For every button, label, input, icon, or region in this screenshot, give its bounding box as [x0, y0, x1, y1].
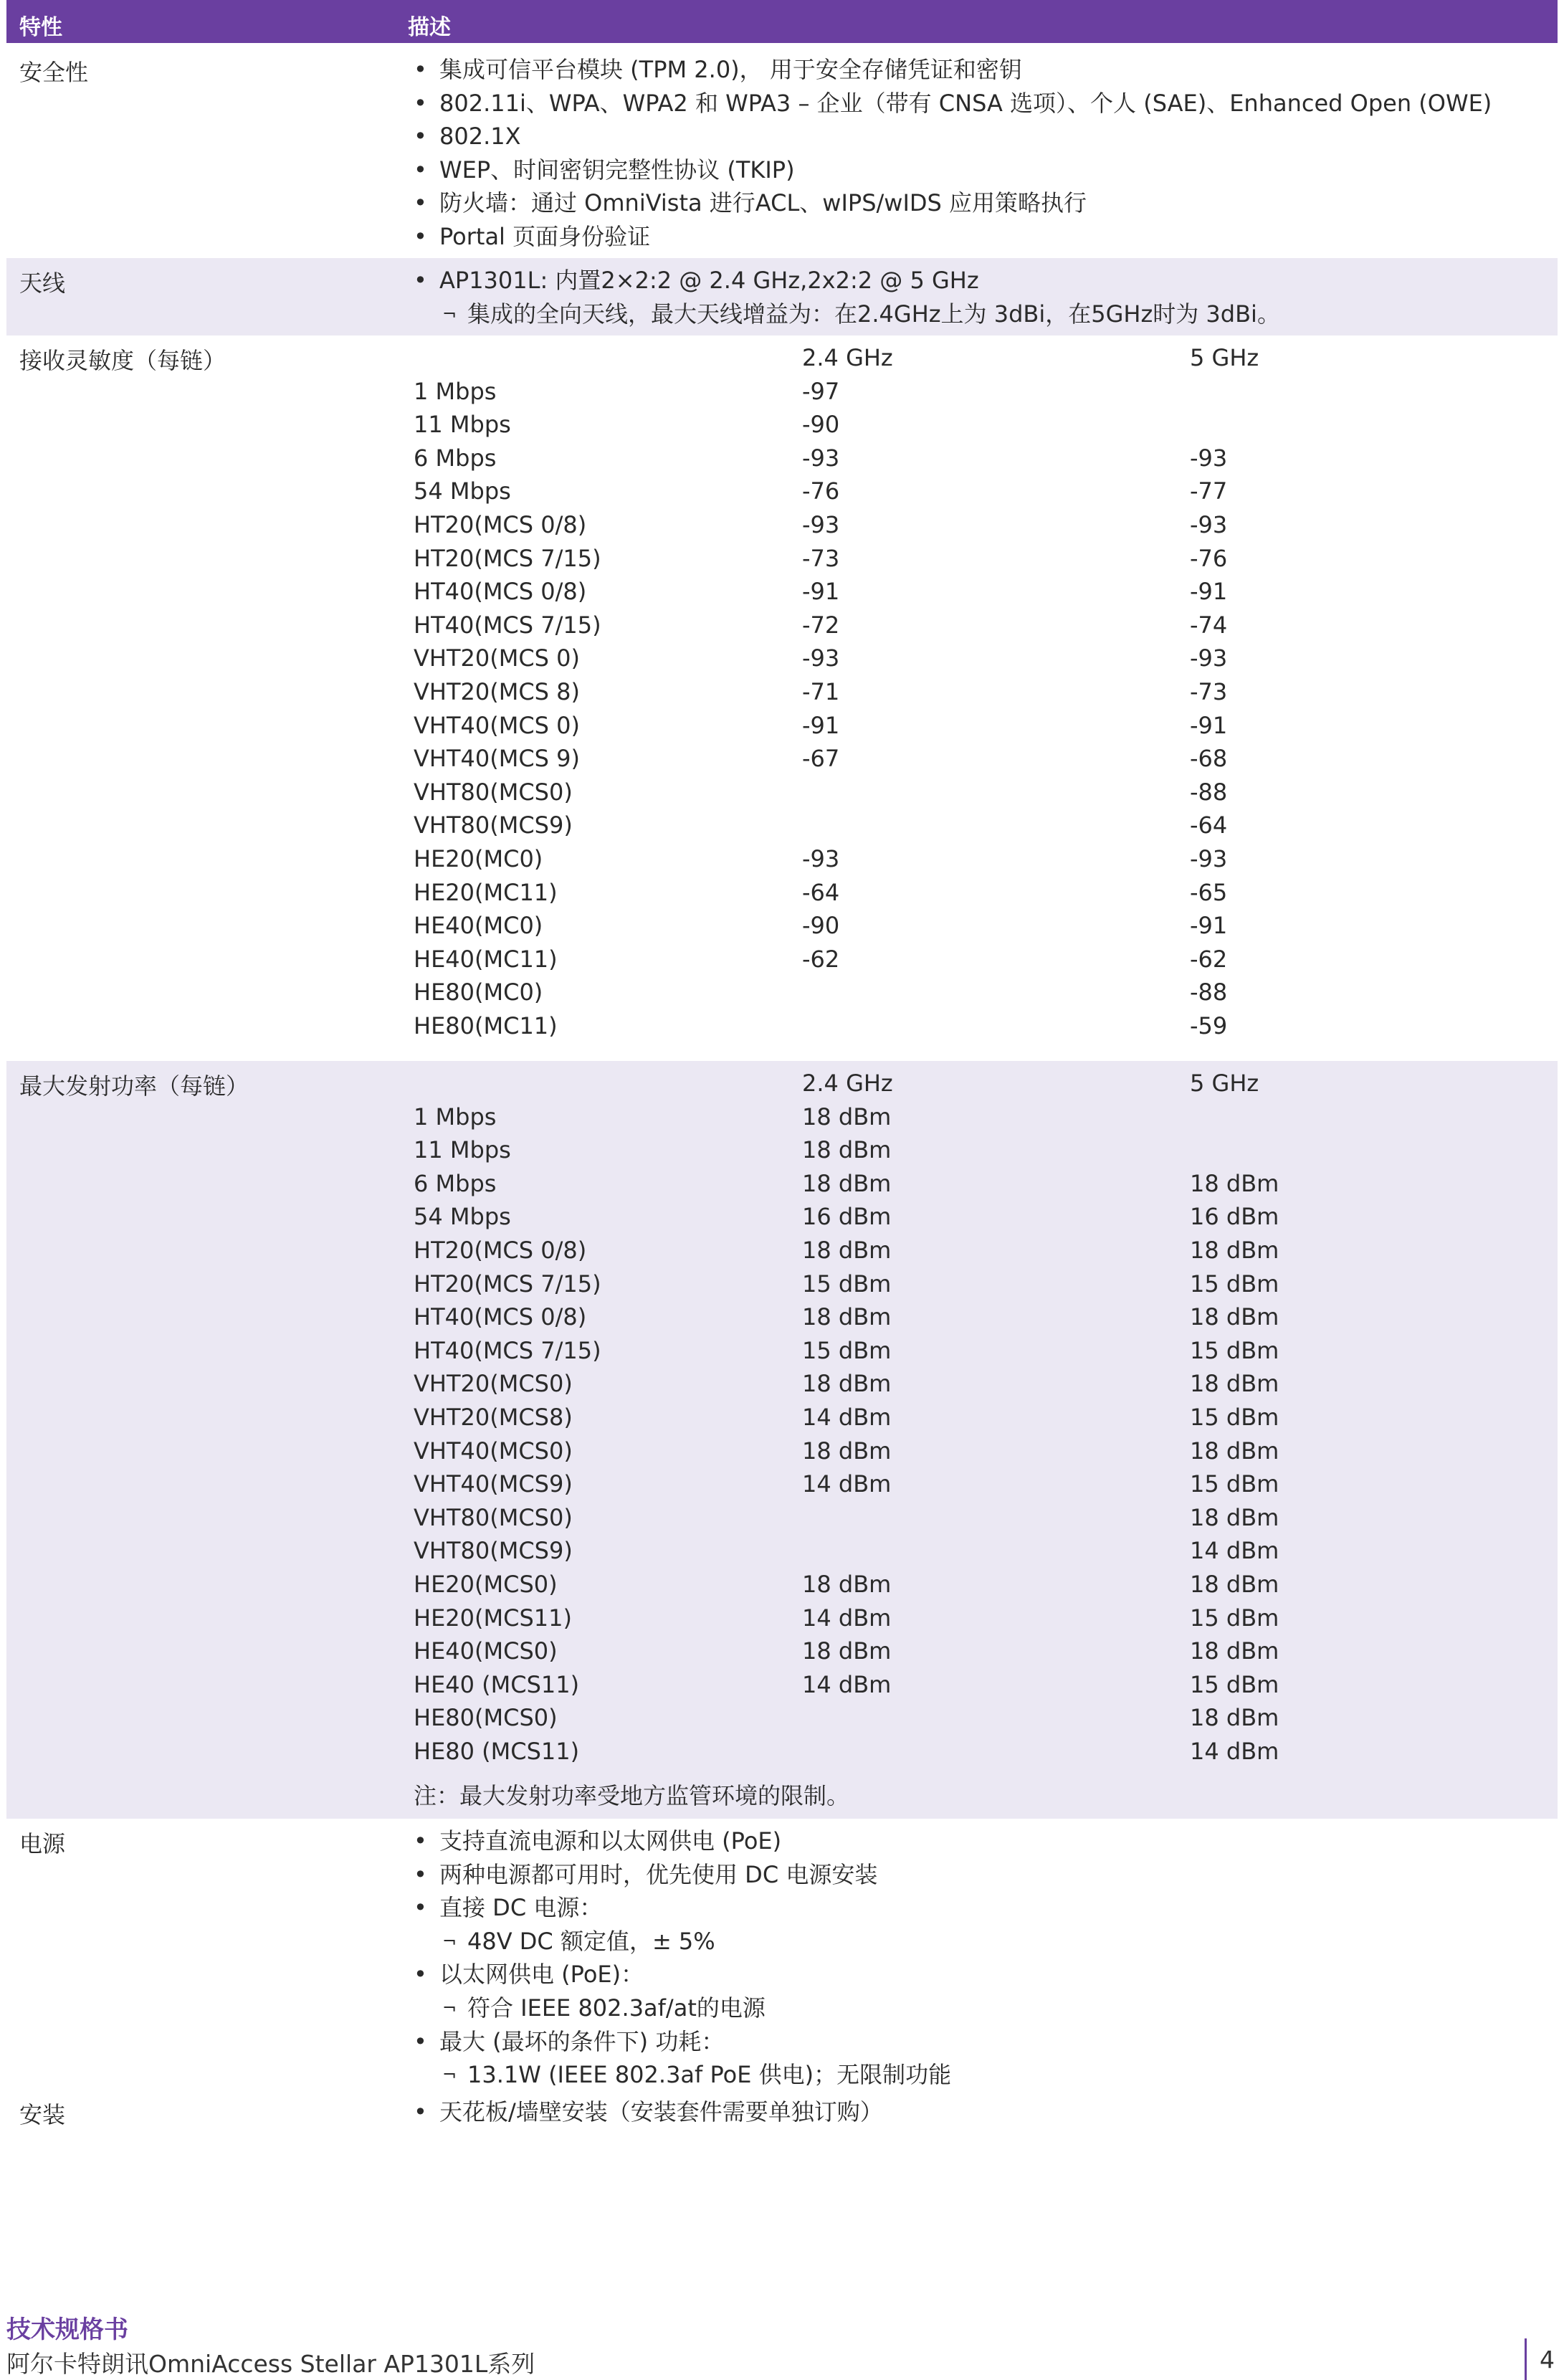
table-cell-5ghz: 15 dBm	[1190, 1604, 1279, 1632]
table-cell-5ghz: -62	[1190, 945, 1228, 973]
bullet: •	[414, 267, 427, 294]
table-cell-mode: 54 Mbps	[414, 477, 511, 505]
table-cell-mode: 11 Mbps	[414, 411, 511, 439]
table-cell-2-4ghz: 18 dBm	[802, 1136, 892, 1164]
table-cell-5ghz: 18 dBm	[1190, 1236, 1279, 1264]
footer-doc-type: 技术规格书	[6, 2315, 128, 2344]
table-cell-2-4ghz: 18 dBm	[802, 1370, 892, 1398]
bullet: •	[414, 2098, 427, 2126]
table-row	[408, 508, 1548, 542]
table-cell-5ghz: -77	[1190, 477, 1228, 505]
table-cell-2-4ghz: 14 dBm	[802, 1670, 892, 1698]
table-cell-mode: VHT40(MCS0)	[414, 1437, 573, 1465]
table-row	[408, 742, 1548, 776]
bullet: •	[414, 123, 427, 151]
table-cell-2-4ghz: -91	[802, 711, 840, 739]
table-cell-2-4ghz: 14 dBm	[802, 1604, 892, 1632]
col-5ghz: 5 GHz	[1190, 344, 1259, 371]
table-row	[408, 542, 1548, 576]
header-description: 描述	[408, 15, 451, 40]
table-row	[408, 609, 1548, 642]
install-list	[408, 2095, 1548, 2129]
table-cell-2-4ghz: 15 dBm	[802, 1270, 892, 1298]
table-cell-5ghz: 18 dBm	[1190, 1370, 1279, 1398]
table-cell-mode: HE40(MC11)	[414, 945, 558, 973]
bullet: •	[414, 222, 427, 250]
bullet: •	[414, 189, 427, 217]
section-security	[6, 43, 1558, 258]
install-label: 安装	[19, 2101, 66, 2128]
table-cell-2-4ghz: -67	[802, 745, 840, 773]
table-cell-mode: HE40 (MCS11)	[414, 1670, 580, 1698]
table-header-row	[408, 1067, 1548, 1100]
table-cell-mode: 6 Mbps	[414, 444, 497, 472]
table-cell-mode: HE20(MCS0)	[414, 1570, 558, 1598]
bullet: •	[414, 1827, 427, 1855]
table-cell-2-4ghz: 14 dBm	[802, 1470, 892, 1498]
tx-power-note: 注：最大发射功率受地方监管环境的限制。	[414, 1782, 850, 1809]
table-cell-2-4ghz: -93	[802, 644, 840, 672]
table-cell-5ghz: -91	[1190, 912, 1228, 940]
bullet: •	[414, 1860, 427, 1888]
tx-power-label: 最大发射功率（每链）	[19, 1072, 249, 1100]
table-cell-5ghz: -93	[1190, 510, 1228, 538]
table-cell-mode: HE80(MC0)	[414, 979, 543, 1006]
table-row	[408, 1334, 1548, 1368]
security-label: 安全性	[19, 59, 89, 86]
table-cell-2-4ghz: 18 dBm	[802, 1303, 892, 1331]
table-cell-mode: VHT80(MCS0)	[414, 778, 573, 806]
table-row	[408, 442, 1548, 475]
table-cell-mode: HT40(MCS 7/15)	[414, 1336, 601, 1364]
table-cell-2-4ghz: 18 dBm	[802, 1169, 892, 1197]
dash-icon: ¬	[442, 303, 457, 324]
table-row	[408, 375, 1548, 409]
table-cell-2-4ghz: -62	[802, 945, 840, 973]
table-row	[408, 1300, 1548, 1334]
table-cell-5ghz: 15 dBm	[1190, 1670, 1279, 1698]
table-cell-mode: 1 Mbps	[414, 377, 497, 405]
table-cell-5ghz: 16 dBm	[1190, 1203, 1279, 1231]
table-cell-5ghz: -93	[1190, 844, 1228, 872]
table-cell-mode: HE20(MC11)	[414, 878, 558, 906]
table-cell-mode: HT20(MCS 0/8)	[414, 1236, 587, 1264]
table-cell-5ghz: -91	[1190, 578, 1228, 606]
list-item: • 以太网供电 (PoE)：	[408, 1958, 1548, 1991]
table-row	[408, 1167, 1548, 1201]
table-row	[408, 1467, 1548, 1501]
section-tx-power	[6, 1061, 1558, 1819]
table-cell-2-4ghz: -97	[802, 377, 840, 405]
list-item: • AP1301L: 内置2×2:2 @ 2.4 GHz,2x2:2 @ 5 GHz	[408, 264, 1548, 298]
table-cell-2-4ghz: -72	[802, 611, 840, 639]
table-row	[408, 1367, 1548, 1401]
list-item: • 天花板/墙壁安装（安装套件需要单独订购）	[408, 2095, 1548, 2129]
sub-list-item: ¬ 13.1W (IEEE 802.3af PoE 供电)；无限制功能	[408, 2058, 1548, 2092]
table-cell-2-4ghz: -64	[802, 878, 840, 906]
list-item: • 802.1X	[408, 120, 1548, 153]
table-cell-mode: HE40(MC0)	[414, 912, 543, 940]
bullet: •	[414, 89, 427, 117]
table-cell-mode: HE40(MCS0)	[414, 1637, 558, 1665]
table-cell-5ghz: -93	[1190, 444, 1228, 472]
power-label: 电源	[19, 1830, 66, 1857]
table-cell-5ghz: 18 dBm	[1190, 1503, 1279, 1531]
table-cell-mode: HE80 (MCS11)	[414, 1737, 580, 1765]
tx-power-table	[408, 1067, 1548, 1768]
table-cell-2-4ghz: 18 dBm	[802, 1236, 892, 1264]
antenna-list	[408, 264, 1548, 330]
table-row	[408, 976, 1548, 1009]
table-cell-2-4ghz: 16 dBm	[802, 1203, 892, 1231]
table-cell-mode: VHT80(MCS0)	[414, 1503, 573, 1531]
table-row	[408, 475, 1548, 508]
list-item: • WEP、时间密钥完整性协议 (TKIP)	[408, 153, 1548, 187]
table-row	[408, 1735, 1548, 1769]
table-cell-5ghz: -64	[1190, 811, 1228, 839]
table-cell-mode: VHT20(MCS 0)	[414, 644, 580, 672]
table-cell-5ghz: -68	[1190, 745, 1228, 773]
table-cell-2-4ghz: -93	[802, 444, 840, 472]
table-cell-mode: HE20(MC0)	[414, 844, 543, 872]
table-cell-2-4ghz: -93	[802, 844, 840, 872]
table-row	[408, 1501, 1548, 1535]
table-row	[408, 1401, 1548, 1434]
table-cell-5ghz: 15 dBm	[1190, 1470, 1279, 1498]
bullet: •	[414, 2027, 427, 2055]
table-header-row	[408, 341, 1548, 375]
table-cell-mode: HT20(MCS 7/15)	[414, 544, 601, 572]
col-5ghz: 5 GHz	[1190, 1070, 1259, 1097]
table-cell-5ghz: -91	[1190, 711, 1228, 739]
page-number-divider	[1525, 2338, 1527, 2380]
table-cell-mode: HT40(MCS 0/8)	[414, 578, 587, 606]
table-cell-5ghz: -88	[1190, 778, 1228, 806]
table-row	[408, 1200, 1548, 1234]
table-row	[408, 1634, 1548, 1668]
sub-list-item: ¬ 符合 IEEE 802.3af/at的电源	[408, 1991, 1548, 2025]
bullet: •	[414, 1961, 427, 1989]
list-item: • 最大 (最坏的条件下) 功耗：	[408, 2025, 1548, 2059]
table-cell-5ghz: 18 dBm	[1190, 1303, 1279, 1331]
table-header	[6, 0, 1558, 43]
table-cell-5ghz: 18 dBm	[1190, 1637, 1279, 1665]
antenna-label: 天线	[19, 270, 66, 297]
list-item: • 802.11i、WPA、WPA2 和 WPA3 – 企业（带有 CNSA 选项）、个人 (SAE)、Enhanced Open (OWE)	[408, 87, 1548, 120]
footer-product-name: 阿尔卡特朗讯OmniAccess Stellar AP1301L系列	[6, 2350, 535, 2378]
table-row	[408, 575, 1548, 609]
table-row	[408, 943, 1548, 976]
table-cell-5ghz: -88	[1190, 979, 1228, 1006]
table-row	[408, 1568, 1548, 1601]
table-cell-mode: HE80(MC11)	[414, 1012, 558, 1039]
table-row	[408, 1701, 1548, 1735]
sensitivity-table	[408, 341, 1548, 1042]
table-row	[408, 1668, 1548, 1702]
table-cell-2-4ghz: -91	[802, 578, 840, 606]
table-cell-5ghz: -76	[1190, 544, 1228, 572]
bullet: •	[414, 1894, 427, 1922]
bullet: •	[414, 156, 427, 184]
section-install	[6, 2091, 1558, 2134]
table-row	[408, 776, 1548, 809]
table-cell-mode: 6 Mbps	[414, 1169, 497, 1197]
sub-list-item: ¬ 集成的全向天线，最大天线增益为：在2.4GHz上为 3dBi，在5GHz时为 3dBi。	[408, 298, 1548, 331]
table-cell-2-4ghz: 14 dBm	[802, 1403, 892, 1431]
table-cell-5ghz: -93	[1190, 644, 1228, 672]
table-cell-mode: VHT20(MCS 8)	[414, 677, 580, 705]
table-cell-5ghz: 15 dBm	[1190, 1336, 1279, 1364]
table-row	[408, 1267, 1548, 1301]
table-cell-5ghz: 15 dBm	[1190, 1403, 1279, 1431]
table-cell-mode: VHT20(MCS8)	[414, 1403, 573, 1431]
table-cell-mode: VHT80(MCS9)	[414, 1537, 573, 1565]
col-2-4ghz: 2.4 GHz	[802, 1070, 893, 1097]
table-cell-5ghz: 15 dBm	[1190, 1270, 1279, 1298]
table-cell-mode: VHT20(MCS0)	[414, 1370, 573, 1398]
table-row	[408, 1100, 1548, 1134]
list-item: • 支持直流电源和以太网供电 (PoE)	[408, 1824, 1548, 1858]
section-rx-sensitivity	[6, 335, 1558, 1061]
table-cell-5ghz: 14 dBm	[1190, 1737, 1279, 1765]
table-cell-mode: 1 Mbps	[414, 1103, 497, 1130]
bullet: •	[414, 56, 427, 83]
table-cell-5ghz: 18 dBm	[1190, 1437, 1279, 1465]
table-cell-mode: HT20(MCS 7/15)	[414, 1270, 601, 1298]
security-list	[408, 53, 1548, 254]
table-row	[408, 642, 1548, 675]
table-cell-mode: HE20(MCS11)	[414, 1604, 572, 1632]
table-cell-mode: HT20(MCS 0/8)	[414, 510, 587, 538]
table-cell-mode: VHT40(MCS 9)	[414, 745, 580, 773]
table-cell-2-4ghz: -90	[802, 912, 840, 940]
table-row	[408, 842, 1548, 876]
table-cell-mode: 11 Mbps	[414, 1136, 511, 1164]
page-number: 4	[1540, 2346, 1555, 2374]
table-row	[408, 876, 1548, 910]
table-cell-mode: VHT80(MCS9)	[414, 811, 573, 839]
sub-list-item: ¬ 48V DC 额定值，± 5%	[408, 1925, 1548, 1958]
section-antenna	[6, 258, 1558, 335]
list-item: • 集成可信平台模块 (TPM 2.0)， 用于安全存储凭证和密钥	[408, 53, 1548, 87]
table-cell-2-4ghz: 18 dBm	[802, 1103, 892, 1130]
table-cell-5ghz: 18 dBm	[1190, 1169, 1279, 1197]
table-cell-2-4ghz: -71	[802, 677, 840, 705]
table-cell-mode: HT40(MCS 0/8)	[414, 1303, 587, 1331]
table-cell-2-4ghz: 15 dBm	[802, 1336, 892, 1364]
dash-icon: ¬	[442, 1997, 457, 2018]
table-cell-2-4ghz: 18 dBm	[802, 1570, 892, 1598]
list-item: • Portal 页面身份验证	[408, 220, 1548, 254]
table-cell-5ghz: -65	[1190, 878, 1228, 906]
sensitivity-label: 接收灵敏度（每链）	[19, 347, 227, 374]
table-cell-2-4ghz: 18 dBm	[802, 1637, 892, 1665]
table-row	[408, 1434, 1548, 1468]
table-cell-mode: VHT40(MCS9)	[414, 1470, 573, 1498]
list-item: • 防火墙：通过 OmniVista 进行ACL、wIPS/wIDS 应用策略执行	[408, 186, 1548, 220]
table-cell-2-4ghz: -73	[802, 544, 840, 572]
table-row	[408, 1009, 1548, 1043]
col-2-4ghz: 2.4 GHz	[802, 344, 893, 371]
dash-icon: ¬	[442, 2065, 457, 2085]
table-cell-2-4ghz: -90	[802, 411, 840, 439]
table-cell-5ghz: -59	[1190, 1012, 1228, 1039]
table-row	[408, 709, 1548, 743]
table-row	[408, 408, 1548, 442]
table-row	[408, 1234, 1548, 1267]
table-cell-5ghz: 18 dBm	[1190, 1704, 1279, 1732]
list-item: • 两种电源都可用时，优先使用 DC 电源安装	[408, 1858, 1548, 1892]
table-cell-5ghz: 18 dBm	[1190, 1570, 1279, 1598]
header-feature: 特性	[19, 15, 62, 40]
table-cell-2-4ghz: -93	[802, 510, 840, 538]
table-row	[408, 1133, 1548, 1167]
table-cell-5ghz: -73	[1190, 677, 1228, 705]
table-cell-2-4ghz: -76	[802, 477, 840, 505]
table-cell-mode: HT40(MCS 7/15)	[414, 611, 601, 639]
table-cell-2-4ghz: 18 dBm	[802, 1437, 892, 1465]
dash-icon: ¬	[442, 1931, 457, 1951]
table-row	[408, 1534, 1548, 1568]
table-cell-5ghz: -74	[1190, 611, 1228, 639]
table-cell-mode: HE80(MCS0)	[414, 1704, 558, 1732]
table-row	[408, 1601, 1548, 1635]
table-row	[408, 809, 1548, 842]
table-cell-5ghz: 14 dBm	[1190, 1537, 1279, 1565]
power-list	[408, 1824, 1548, 2092]
section-power	[6, 1819, 1558, 2091]
table-row	[408, 675, 1548, 709]
table-cell-mode: VHT40(MCS 0)	[414, 711, 580, 739]
list-item: • 直接 DC 电源：	[408, 1891, 1548, 1925]
table-row	[408, 909, 1548, 943]
table-cell-mode: 54 Mbps	[414, 1203, 511, 1231]
